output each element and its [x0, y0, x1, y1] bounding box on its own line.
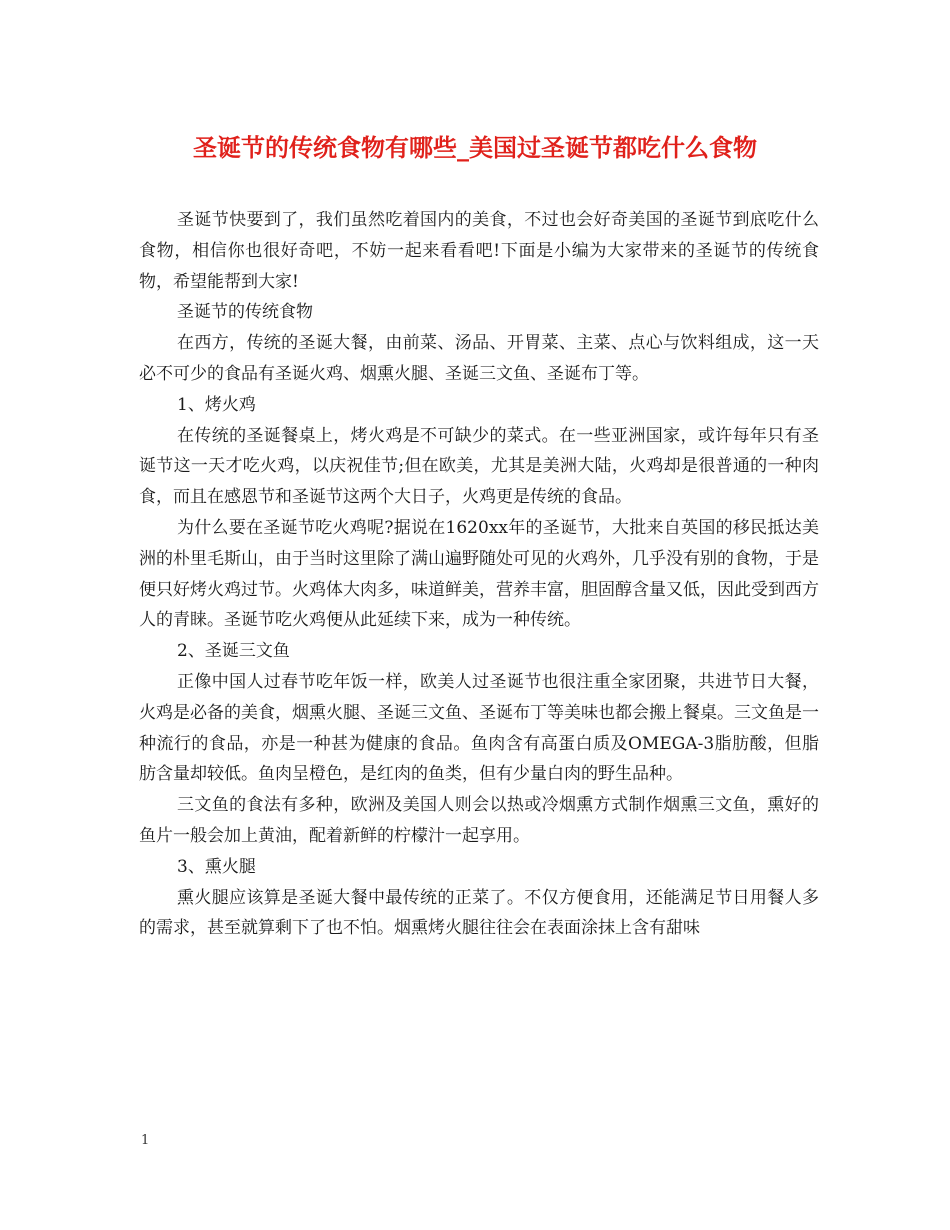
section-heading-smoked-ham: 3、熏火腿: [177, 856, 256, 877]
document-body: [139, 205, 819, 944]
paragraph-intro: 圣诞节快要到了，我们虽然吃着国内的美食，不过也会好奇美国的圣诞节到底吃什么食物，相信你也很好奇吧，不妨一起来看看吧!下面是小编为大家带来的圣诞节的传统食物，希望能帮到大家!: [139, 210, 819, 292]
document-title: 圣诞节的传统食物有哪些_美国过圣诞节都吃什么食物: [193, 133, 757, 162]
paragraph-salmon-feast: 正像中国人过春节吃年饭一样，欧美人过圣诞节也很注重全家团聚，共进节日大餐，火鸡是必备的美食，烟熏火腿、圣诞三文鱼、圣诞布丁等美味也都会搬上餐桌。三文鱼是一种流行的食品，亦是一种甚为健康的食品。鱼肉含有高蛋白质及OMEGA-3脂肪酸，但脂肪含量却较低。鱼肉呈橙色，是红肉的鱼类，但有少量白肉的野生品种。: [139, 671, 819, 785]
paragraph-salmon-recipes: 三文鱼的食法有多种，欧洲及美国人则会以热或冷烟熏方式制作烟熏三文鱼，熏好的鱼片一般会加上黄油，配着新鲜的柠檬汁一起享用。: [139, 795, 819, 846]
paragraph-turkey-tradition: 在传统的圣诞餐桌上，烤火鸡是不可缺少的菜式。在一些亚洲国家，或许每年只有圣诞节这一天才吃火鸡，以庆祝佳节;但在欧美，尤其是美洲大陆，火鸡却是很普通的一种肉食，而且在感恩节和圣诞节这两个大日子，火鸡更是传统的食品。: [139, 425, 819, 508]
paragraph-turkey-history: 为什么要在圣诞节吃火鸡呢?据说在1620xx年的圣诞节，大批来自英国的移民抵达美洲的朴里毛斯山，由于当时这里除了满山遍野随处可见的火鸡外，几乎没有别的食物，于是便只好烤火鸡过节。火鸡体大肉多，味道鲜美，营养丰富，胆固醇含量又低，因此受到西方人的青睐。圣诞节吃火鸡便从此延续下来，成为一种传统。: [139, 517, 819, 631]
section-heading-roast-turkey: 1、烤火鸡: [177, 394, 256, 415]
section-heading-traditional-food: 圣诞节的传统食物: [177, 302, 313, 323]
page-number: 1: [141, 1133, 150, 1148]
section-heading-salmon: 2、圣诞三文鱼: [177, 641, 290, 662]
paragraph-western-feast: 在西方，传统的圣诞大餐，由前菜、汤品、开胃菜、主菜、点心与饮料组成，这一天必不可少的食品有圣诞火鸡、烟熏火腿、圣诞三文鱼、圣诞布丁等。: [139, 333, 819, 384]
paragraph-smoked-ham: 熏火腿应该算是圣诞大餐中最传统的正菜了。不仅方便食用，还能满足节日用餐人多的需求，甚至就算剩下了也不怕。烟熏烤火腿往往会在表面涂抹上含有甜味: [139, 887, 819, 939]
